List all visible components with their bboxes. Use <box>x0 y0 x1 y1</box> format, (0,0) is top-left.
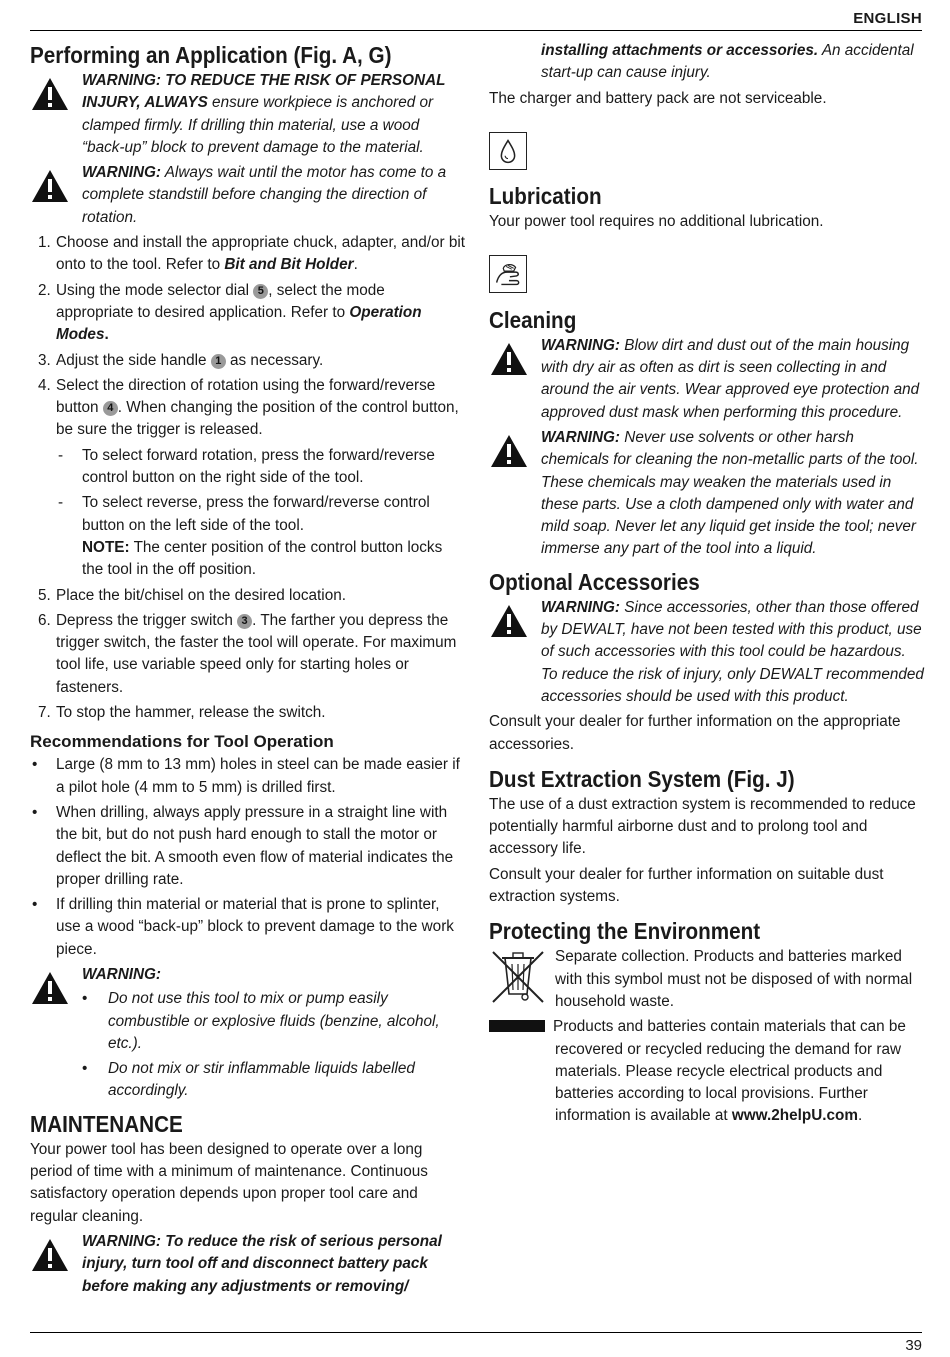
accessories-section <box>489 567 925 756</box>
warning-triangle-icon <box>489 603 529 639</box>
charger-text: The charger and battery pack are not serviceable. <box>489 89 827 107</box>
substep-forward: - To select forward rotation, press the forward/reverse control button on the right side of the tool. <box>58 446 435 487</box>
step-1: 1. Choose and install the appropriate chuck, adapter, and/or bit onto to the tool. Refer to Bit and Bit Holder. <box>38 234 466 274</box>
note-text: The center position of the control button locks the tool in the off position. <box>82 538 443 579</box>
language-label: ENGLISH <box>853 10 922 27</box>
warning-blow-dust <box>489 335 925 424</box>
lubrication-text: Your power tool requires no additional lubrication. <box>489 213 824 231</box>
lubrication-section <box>489 132 925 234</box>
warning-label: WARNING: <box>541 336 621 354</box>
ref-operation-modes: Operation Modes <box>56 303 422 344</box>
warning-anchor-workpiece <box>30 70 466 159</box>
header-rule <box>30 30 922 31</box>
procedure-steps <box>30 232 466 724</box>
oil-drop-icon <box>489 132 527 170</box>
warning-fluids <box>30 964 466 1103</box>
warning-label: WARNING: <box>82 164 162 182</box>
list-item: • Do not use this tool to mix or pump easily combustible or explosive fluids (benzine, alcohol, etc.). <box>82 990 440 1052</box>
warning-triangle-icon <box>489 341 529 377</box>
warning-text: ensure workpiece is anchored or clamped firmly. If drilling thin material, use a wood “back‑up” block to prevent damage to the material. <box>82 94 434 156</box>
warning-text: Never use solvents or other harsh chemicals for cleaning the non‑metallic parts of the tool. These chemicals may weaken the materials used in these parts. Use a cloth dampened only with water and mild soap. Never let any liquid get inside the tool; never immerse any part of the tool into a liquid. <box>541 428 919 558</box>
step-2: 2. Using the mode selector dial 5 , select the mode appropriate to desired application. Refer to Operation Modes. <box>38 281 422 344</box>
page-number: 39 <box>905 1337 922 1354</box>
recommendations-list <box>30 754 466 961</box>
step-4-substeps <box>56 445 466 582</box>
warning-label: WARNING: <box>82 965 162 983</box>
dust-extraction-section <box>489 764 925 908</box>
crossed-bin-icon <box>489 946 547 1006</box>
warning-text: Since accessories, other than those offered by DEWALT, have not been tested with this product, use of such accessories with this tool could be hazardous. <box>541 598 922 661</box>
warning-label: WARNING: <box>541 598 621 616</box>
accessories-text: Consult your dealer for further information on the appropriate accessories. <box>489 713 901 753</box>
list-item: • If drilling thin material or material that is prone to splinter, use a wood “back‑up” block to prevent damage to the work piece. <box>32 896 454 958</box>
right-column <box>489 40 925 1131</box>
footer-rule <box>30 1332 922 1333</box>
warning-label: WARNING: TO REDUCE THE RISK OF PERSONAL INJURY, ALWAYS <box>82 72 446 112</box>
list-item: • Do not mix or stir inflammable liquids labelled accordingly. <box>82 1060 415 1100</box>
environment-section <box>489 916 925 1127</box>
warning-accessories <box>489 597 925 708</box>
ref-bit-holder: Bit and Bit Holder <box>224 256 354 274</box>
section-title-environment: Protecting the Environment <box>489 918 761 945</box>
warning-label: WARNING: To reduce the risk of serious personal injury, turn tool off and disconnect battery pack before making any adjustments or removing/ <box>82 1232 442 1295</box>
warning-triangle-icon <box>30 1237 70 1273</box>
warning-triangle-icon <box>30 76 70 112</box>
callout-badge: 3 <box>237 614 252 629</box>
website-link[interactable]: www.2helpU.com <box>731 1107 858 1125</box>
warning-label: WARNING: <box>541 428 621 446</box>
dust-text-2: Consult your dealer for further information on suitable dust extraction systems. <box>489 865 884 906</box>
maintenance-text: Your power tool has been designed to operate over a long period of time with a minimum of maintenance. Continuous satisfactory operation depends upon proper tool care and regular cleaning. <box>30 1140 428 1225</box>
environment-block <box>489 946 925 1127</box>
section-title-optional-accessories: Optional Accessories <box>489 568 700 595</box>
section-title-maintenance: MAINTENANCE <box>30 1110 183 1137</box>
warning-text: Blow dirt and dust out of the main housing with dry air as often as dirt is seen collecting in and around the air vents. Wear approved eye protection and approved dust mask when performing this procedure. <box>541 336 920 421</box>
cleaning-section <box>489 255 925 560</box>
cleaning-hand-icon <box>489 255 527 293</box>
section-title-dust-extraction: Dust Extraction System (Fig. J) <box>489 765 795 792</box>
warning-motor-standstill <box>30 162 466 229</box>
subsection-title-recommendations: Recommendations for Tool Operation <box>30 732 334 752</box>
warning-triangle-icon <box>489 433 529 469</box>
warning-text: To reduce the risk of injury, only DEWALT recommended accessories should be used with this product. <box>541 665 924 705</box>
callout-badge: 4 <box>103 401 118 416</box>
note-label: NOTE: <box>82 538 130 556</box>
section-title-lubrication: Lubrication <box>489 183 602 210</box>
step-5: 5. Place the bit/chisel on the desired location. <box>38 586 346 604</box>
step-7: 7. To stop the hammer, release the switch. <box>38 704 326 722</box>
step-3: 3. Adjust the side handle 1 as necessary. <box>38 351 324 369</box>
warning-fluids-list <box>82 988 466 1102</box>
list-item: • Large (8 mm to 13 mm) holes in steel can be made easier if a pilot hole (4 mm to 5 mm) is drilled first. <box>32 756 460 796</box>
dust-text-1: The use of a dust extraction system is recommended to reduce potentially harmful airborne dust and to prolong tool and accessory life. <box>489 795 916 858</box>
warning-text: Always wait until the motor has come to a complete standstill before changing the direction of rotation. <box>82 164 447 226</box>
warning-continued: installing attachments or accessories. An accidental start‑up can cause injury. <box>541 42 914 82</box>
substep-reverse: - To select reverse, press the forward/reverse control button on the left side of the tool. NOTE: The center position of the control button locks the tool in the off position. <box>58 494 443 579</box>
separator-bar <box>489 1020 545 1032</box>
warning-triangle-icon <box>30 168 70 204</box>
step-4: 4. Select the direction of rotation using the forward/reverse button 4 . When changing the position of the control button, be sure the trigger is released. - To select forward rotation, press the forward/reverse control button on the right side of the tool. - To select reverse, press the forward/reverse control button on the left side of the tool. NOTE: The center position of the control button locks the tool in the off position. <box>30 375 466 582</box>
warning-triangle-icon <box>30 970 70 1006</box>
section-title-cleaning: Cleaning <box>489 306 577 333</box>
section-title-performing-application: Performing an Application (Fig. A, G) <box>30 42 392 68</box>
left-column <box>30 40 466 1301</box>
step-6: 6. Depress the trigger switch 3 . The farther you depress the trigger switch, the faster the tool will operate. For maximum tool life, use variable speed only for starting holes or fasteners. <box>38 611 457 696</box>
callout-badge: 1 <box>211 354 226 369</box>
warning-disconnect-battery <box>30 1231 466 1298</box>
environment-text-1: Separate collection. Products and batteries marked with this symbol must not be disposed of with normal household waste. <box>555 948 913 1010</box>
list-item: • When drilling, always apply pressure in a straight line with the bit, but do not push hard enough to stall the motor or deflect the bit. A smooth even flow of material indicates the proper drilling rate. <box>32 803 454 888</box>
warning-solvents <box>489 427 925 561</box>
callout-badge: 5 <box>253 284 268 299</box>
environment-text-2: Products and batteries contain materials that can be recovered or recycled reducing the demand for raw materials. Please recycle electrical products and batteries according to local provisions. Further information is available at www.2helpU.com. <box>555 1016 925 1127</box>
